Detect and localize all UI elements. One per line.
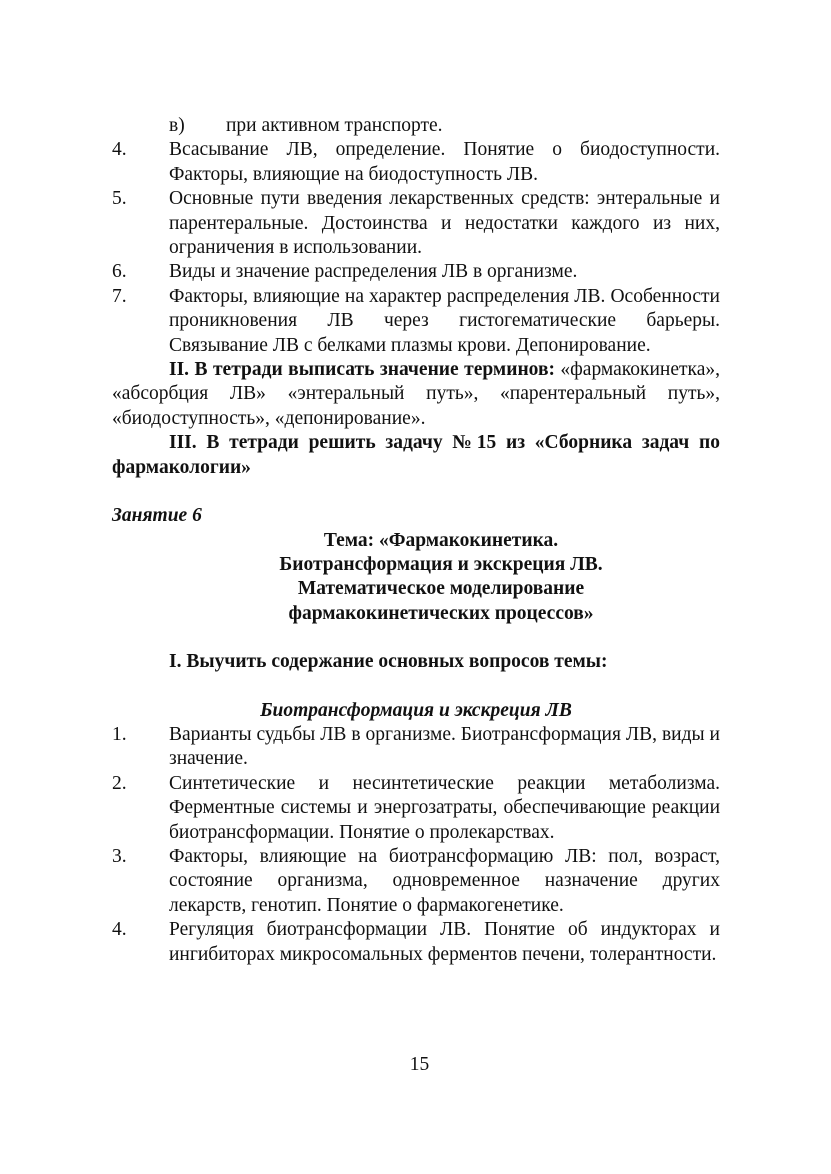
topic-line: фармакокинетических процессов»: [288, 602, 594, 624]
page-number: 15: [409, 1054, 430, 1075]
list-item-text: Синтетические и несинтетические реакции метаболизма. Ферментные системы и энергозатраты, обеспечивающие реакции биотрансформации. Понятие о пролекарствах.: [169, 772, 720, 843]
topic-line: Тема: «Фармакокинетика.: [323, 529, 559, 551]
list-item-text: Основные пути введения лекарственных средств: энтеральные и парентеральные. Достоинства и недостатки каждого из них, ограничения в использовании.: [169, 188, 720, 259]
topic-line: Биотрансформация и экскреция ЛВ.: [279, 553, 603, 575]
task-2-heading: II. В тетради выписать значение терминов:: [169, 359, 555, 381]
task-2-text: «фармакокинетка», «абсорбция ЛВ» «энтеральный путь», «парентеральный путь», «биодоступность», «депонирование».: [112, 359, 720, 429]
list-item-text: Виды и значение распределения ЛВ в организме.: [169, 261, 578, 283]
list-item: [112, 138, 720, 187]
list-item-number: в): [169, 115, 185, 136]
list-item-text: при активном транспорте.: [226, 115, 443, 136]
task-2-paragraph: [112, 358, 720, 431]
list-item-number: 1.: [112, 723, 127, 745]
list-item-number: 3.: [112, 845, 127, 867]
list-item-number: 5.: [112, 188, 127, 210]
topic-line: Математическое моделирование: [297, 578, 585, 600]
list-item: [112, 285, 720, 358]
list-item: [112, 723, 720, 772]
list-item-text: Факторы, влияющие на биотрансформацию ЛВ: пол, возраст, состояние организма, одновременное назначение других лекарств, генотип. Понятие о фармакогенетике.: [169, 845, 720, 916]
list-item: [112, 918, 720, 967]
topic-title: [112, 529, 720, 627]
list-item-number: 4.: [112, 919, 127, 941]
list-item: [112, 187, 720, 260]
list-item-text: Регуляция биотрансформации ЛВ. Понятие об индукторах и ингибиторах микросомальных ферментов печени, толерантности.: [169, 919, 720, 965]
task-3-paragraph: III. В тетради решить задачу №15 из «Сборника задач по фармакологии»: [112, 432, 720, 478]
section-1-heading: I. Выучить содержание основных вопросов темы:: [169, 651, 608, 673]
list-item-number: 7.: [112, 285, 127, 307]
list-item-text: Всасывание ЛВ, определение. Понятие о биодоступности. Факторы, влияющие на биодоступность ЛВ.: [169, 139, 720, 185]
list-item: [112, 845, 720, 918]
list-item: [112, 260, 720, 284]
list-item: [112, 772, 720, 845]
list-item-number: 6.: [112, 261, 127, 283]
subsection-heading: Биотрансформация и экскреция ЛВ: [260, 699, 572, 721]
list-item-text: Варианты судьбы ЛВ в организме. Биотрансформация ЛВ, виды и значение.: [169, 723, 720, 770]
list-item-number: 4.: [112, 139, 127, 161]
list-item: [112, 114, 720, 138]
list-item-text: Факторы, влияющие на характер распределения ЛВ. Особенности проникновения ЛВ через гистогематические барьеры. Связывание ЛВ с белками плазмы крови. Депонирование.: [169, 285, 720, 356]
list-item-number: 2.: [112, 772, 127, 794]
lesson-label: Занятие 6: [112, 505, 202, 527]
page-body: [112, 114, 720, 967]
